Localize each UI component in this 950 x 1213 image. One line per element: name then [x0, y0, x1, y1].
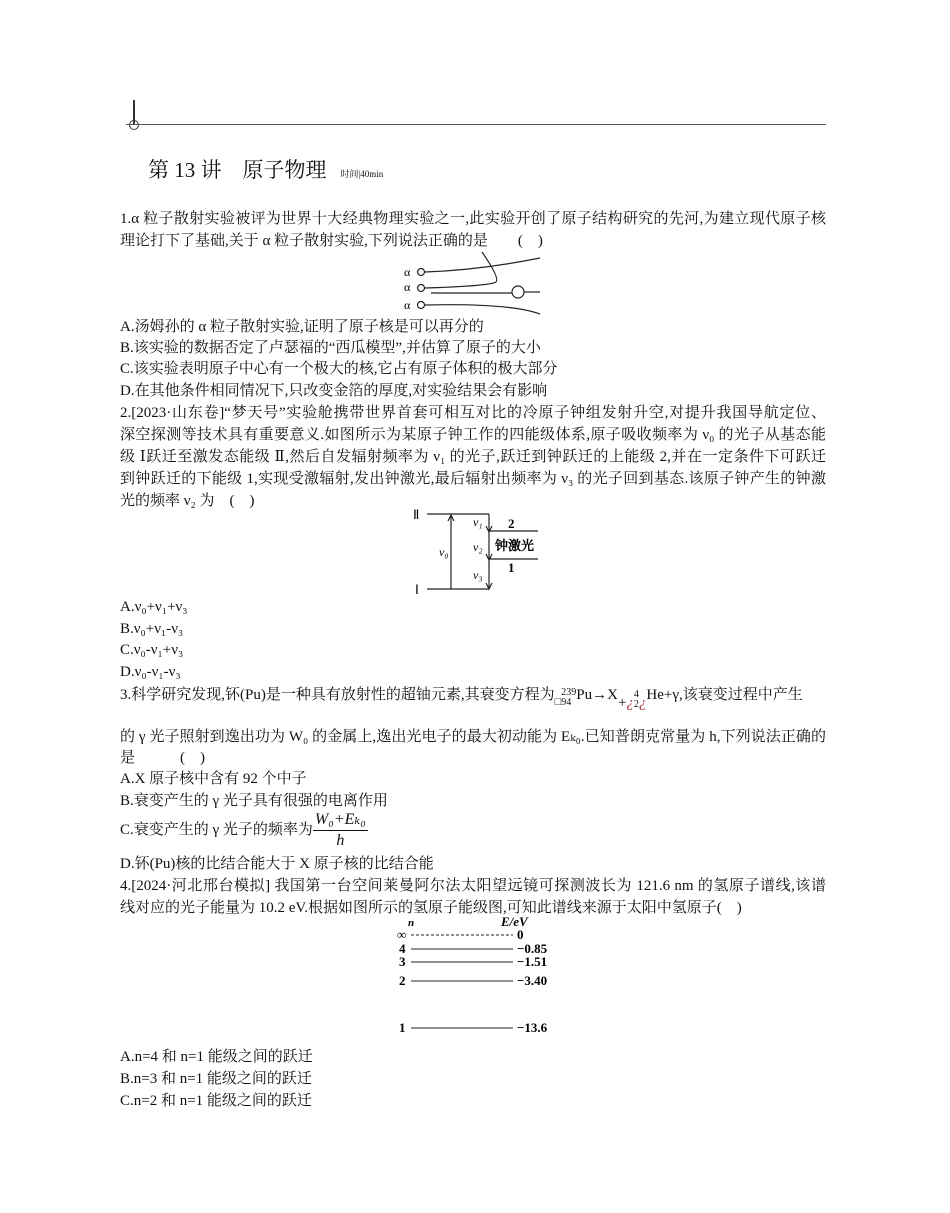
- page-title: [148, 154, 383, 184]
- equation-plus: +: [617, 695, 627, 711]
- q1-option-c: C.该实验表明原子中心有一个极大的核,它占有原子体积的极大部分: [120, 361, 558, 377]
- q4-stem-line: 线对应的光子能量为 10.2 eV.根据如图所示的氢原子能级图,可知此谱线来源于太阳中氢原子( ): [120, 900, 742, 916]
- margin-marker-circle: [129, 120, 139, 130]
- lecture-number: 第 13 讲: [148, 158, 222, 182]
- garbled-char: ¿: [638, 695, 647, 711]
- q3-option-c-text: C.衰变产生的 γ 光子的频率为: [120, 821, 313, 838]
- q4-option-b: B.n=3 和 n=1 能级之间的跃迁: [120, 1071, 312, 1087]
- level-energy-label: −13.6: [517, 1020, 548, 1035]
- q3-option-a: A.X 原子核中含有 92 个中子: [120, 771, 307, 787]
- q2-stem-line: 深空探测等技术具有重要意义.如图所示为某原子钟工作的四能级体系,原子吸收频率为 ν₀ 的光子从基态能: [120, 427, 826, 443]
- clock-laser-label: 钟激光: [495, 538, 535, 553]
- level-energy-label: 0: [517, 927, 524, 942]
- fraction-numerator: W₀+Eₖ₀: [313, 810, 368, 831]
- equation-middle: Pu→X: [576, 687, 618, 703]
- n-axis-label: n: [408, 917, 415, 929]
- time-limit: 时间|40min: [340, 169, 384, 179]
- alpha-label: α: [404, 280, 411, 294]
- q4-option-a: A.n=4 和 n=1 能级之间的跃迁: [120, 1049, 313, 1065]
- q1-stem-line: 理论打下了基础,关于 α 粒子散射实验,下列说法正确的是 ( ): [120, 233, 543, 249]
- q2-stem-line: 2.[2023·山东卷]“梦天号”实验舱携带世界首套可相互对比的冷原子钟组发射升空,对提升我国导航定位、: [120, 405, 826, 421]
- level-n-label: 1: [399, 1020, 406, 1035]
- fraction-denominator: h: [336, 832, 345, 849]
- q1-stem-line: 1.α 粒子散射实验被评为世界十大经典物理实验之一,此实验开创了原子结构研究的先河,为建立现代原子核: [120, 211, 826, 227]
- level-n-label: 4: [399, 941, 406, 956]
- nu2-label: ν₂: [473, 540, 483, 554]
- q3-stem-text: He+γ,该衰变过程中产生: [646, 687, 803, 703]
- q4-stem-line: 4.[2024·河北邢台模拟] 我国第一台空间莱曼阿尔法太阳望远镜可探测波长为 121.6 nm 的氢原子谱线,该谱: [120, 878, 826, 894]
- he-mass-number: 4: [633, 689, 639, 700]
- atomic-clock-level-diagram: [405, 505, 545, 600]
- level-energy-label: −1.51: [517, 954, 548, 969]
- level-ii-label: Ⅱ: [413, 507, 420, 522]
- nu1-label: ν₁: [473, 515, 483, 529]
- q3-option-d: D.钚(Pu)核的比结合能大于 X 原子核的比结合能: [120, 856, 434, 872]
- lecture-topic: 原子物理: [242, 158, 327, 182]
- q3-stem-line: [120, 685, 826, 712]
- level-energy-label: −3.40: [517, 973, 548, 988]
- missing-symbol-box: □: [554, 696, 562, 708]
- frequency-fraction: [313, 810, 368, 851]
- energy-axis-label: E/eV: [501, 914, 528, 929]
- alpha-scattering-figure: [400, 248, 550, 316]
- q2-option-d: D.ν₀-ν₁-ν₃: [120, 664, 181, 680]
- level-2-label: 2: [508, 516, 515, 531]
- nu3-label: ν₃: [473, 568, 483, 582]
- hydrogen-energy-level-diagram: [395, 912, 565, 1037]
- q3-stem-line: 是 ( ): [120, 750, 205, 766]
- q2-stem-line: 光的频率 ν₂ 为 ( ): [120, 493, 255, 509]
- level-n-label: 3: [399, 954, 406, 969]
- level-energy-label: −0.85: [517, 941, 548, 956]
- pu-mass-number: 239: [561, 687, 577, 698]
- nu0-label: ν₀: [439, 545, 449, 559]
- q2-option-b: B.ν₀+ν₁-ν₃: [120, 621, 184, 637]
- he-charge-number: 2: [633, 699, 639, 710]
- alpha-label: α: [404, 298, 411, 312]
- garbled-char: ¿: [626, 695, 634, 711]
- pu-charge-number: 94: [561, 697, 572, 708]
- q2-option-a: A.ν₀+ν₁+ν₃: [120, 599, 188, 615]
- q1-option-b: B.该实验的数据否定了卢瑟福的“西瓜模型”,并估算了原子的大小: [120, 340, 541, 356]
- level-i-label: Ⅰ: [415, 582, 419, 597]
- level-1-label: 1: [508, 560, 515, 575]
- q1-option-a: A.汤姆孙的 α 粒子散射实验,证明了原子核是可以再分的: [120, 319, 484, 335]
- header-rule: [126, 124, 826, 125]
- q2-stem-line: 到钟跃迁的下能级 1,实现受激辐射,发出钟激光,最后辐射出频率为 ν₃ 的光子回到基态.该原子钟产生的钟激: [120, 471, 826, 487]
- q3-stem-line: 的 γ 光子照射到逸出功为 W₀ 的金属上,逸出光电子的最大初动能为 Eₖ₀.已知普朗克常量为 h,下列说法正确的: [120, 729, 826, 745]
- q4-option-c: C.n=2 和 n=1 能级之间的跃迁: [120, 1093, 312, 1109]
- q1-option-d: D.在其他条件相同情况下,只改变金箔的厚度,对实验结果会有影响: [120, 383, 548, 399]
- q2-stem-line: 级 Ⅰ跃迁至激发态能级 Ⅱ,然后自发辐射频率为 ν₁ 的光子,跃迁到钟跃迁的上能级 2,并在一定条件下可跃迁: [120, 449, 826, 465]
- alpha-label: α: [404, 265, 411, 279]
- q3-stem-text: 3.科学研究发现,钚(Pu)是一种具有放射性的超铀元素,其衰变方程为: [120, 687, 555, 703]
- q3-option-c: [120, 810, 368, 851]
- level-n-label: ∞: [397, 927, 407, 942]
- q2-option-c: C.ν₀-ν₁+ν₃: [120, 642, 184, 658]
- q3-option-b: B.衰变产生的 γ 光子具有很强的电离作用: [120, 793, 388, 809]
- level-n-label: 2: [399, 973, 406, 988]
